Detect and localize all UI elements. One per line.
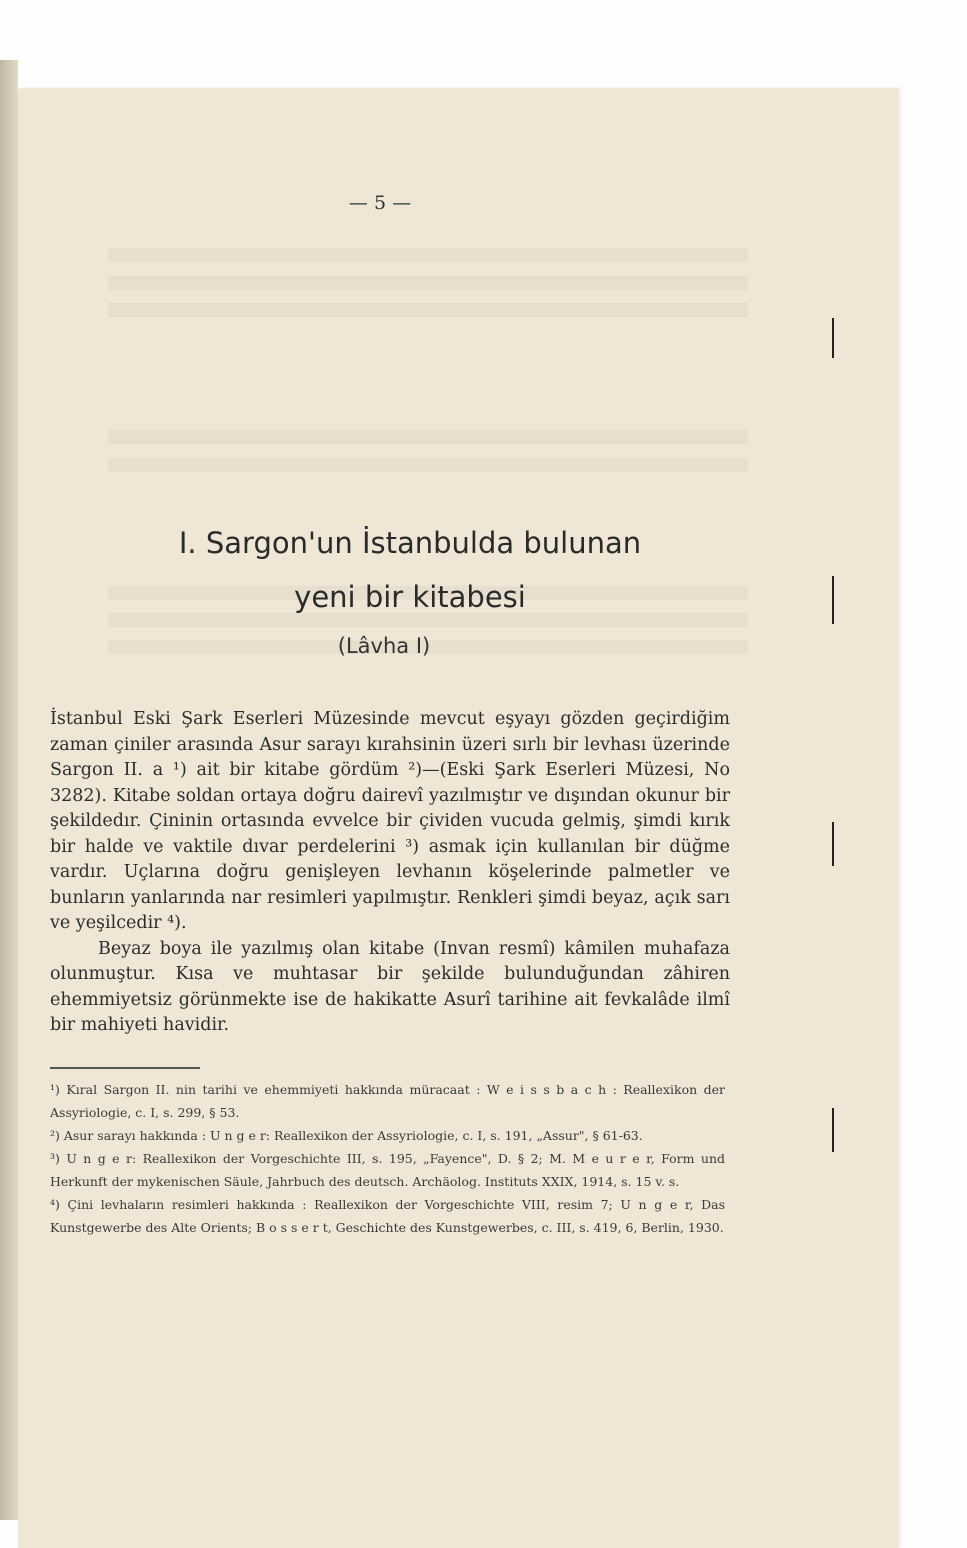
page-edge-mark — [832, 318, 834, 358]
footnote: ¹) Kıral Sargon II. nin tarihi ve ehemmiyeti hakkında müracaat : W e i s s b a c h : Reallexikon der Assyriologie, c. I, s. 299, § 53. — [50, 1082, 725, 1120]
paragraph: İstanbul Eski Şark Eserleri Müzesinde mevcut eşyayı gözden geçirdiğim zaman çiniler arasında Asur sarayı kırahsinin üzeri sırlı bir levhası üzerinde Sargon II. a ¹) ait bir kitabe gördüm ²)—(Eski Şark Eserleri Müzesi, No 3282). Kitabe soldan ortaya doğru dairevî yazılmıştır ve dışından okunur bir şekildedır. Çininin ortasında evvelce bir çividen vucuda gelmiş, şimdi kırık bir halde ve vaktile dıvar perdelerini ³) asmak için kullanılan bir düğme vardır. Uçlarına doğru genişleyen levhanın köşelerinde palmetler ve bunların yanlarında nar resimleri yapılmıştır. Renkleri şimdi beyaz, açık sarı ve yeşilcedir ⁴). — [50, 709, 730, 933]
page-edge-mark — [832, 822, 834, 866]
footnote: ³) U n g e r: Reallexikon der Vorgeschichte III, s. 195, „Fayence", D. § 2; M. M e u r e r, Form und Herkunft der mykenischen Säule, Jahrbuch des deutsch. Archäolog. Instituts XXIX, 1914, s. 15 v. s. — [50, 1151, 725, 1189]
show-through-line — [108, 248, 748, 262]
title-line-2: yeni bir kitabesi — [294, 580, 526, 614]
footnote: ⁴) Çini levhaların resimleri hakkında : Reallexikon der Vorgeschichte VIII, resim 7; U n g e r, Das Kunstgewerbe des Alte Orients; B o s s e r t, Geschichte des Kunstgewerbes, c. III, s. 419, 6, Berlin, 1930. — [50, 1197, 725, 1235]
show-through-line — [108, 303, 748, 317]
show-through-line — [108, 430, 748, 444]
show-through-line — [108, 613, 748, 627]
show-through-line — [108, 458, 748, 472]
plate-reference: (Lâvha I) — [337, 634, 431, 658]
page-number: — 5 — — [348, 192, 412, 214]
footnotes — [50, 1078, 725, 1239]
footnote: ²) Asur sarayı hakkında : U n g e r: Reallexikon der Assyriologie, c. I, s. 191, „Assur", § 61-63. — [50, 1128, 643, 1143]
page-edge-mark — [832, 1108, 834, 1152]
book-gutter — [0, 60, 18, 1520]
page-edge-mark — [832, 576, 834, 624]
paragraph: Beyaz boya ile yazılmış olan kitabe (Invan resmî) kâmilen muhafaza olunmuştur. Kısa ve muhtasar bir şekilde bulunduğundan zâhiren ehemmiyetsiz görünmekte ise de hakikatte Asurî tarihine ait fevkalâde ilmî bir mahiyeti havidir. — [50, 938, 730, 1035]
footnote-divider — [50, 1067, 200, 1069]
show-through-line — [108, 276, 748, 290]
body-text — [50, 707, 730, 1039]
title-line-1: I. Sargon'un İstanbulda bulunan — [178, 526, 642, 560]
